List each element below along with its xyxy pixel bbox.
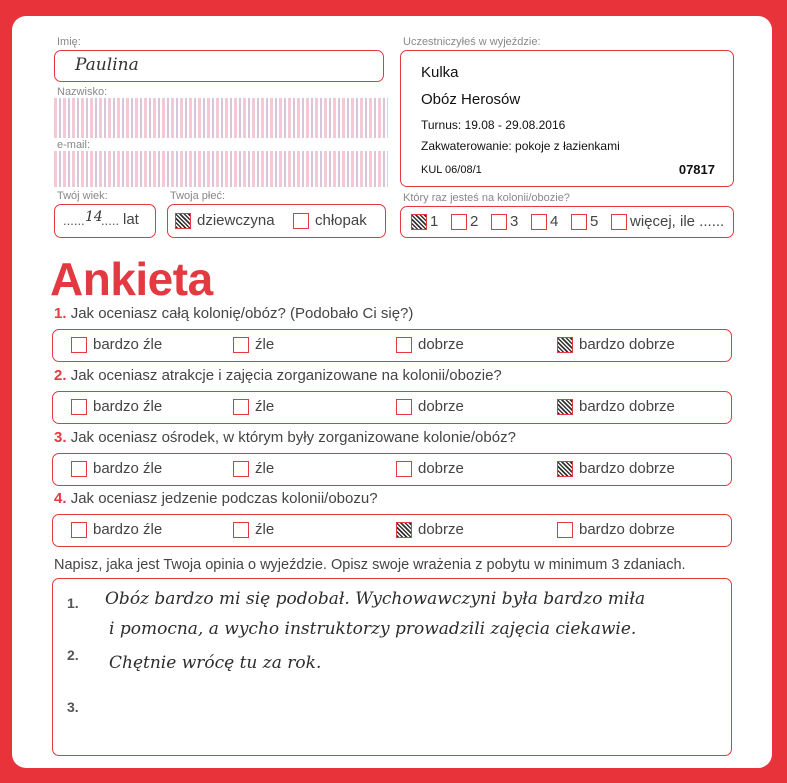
ktory-raz-option-2[interactable]: 2 (451, 213, 478, 230)
ktory-raz-option-3[interactable]: 3 (491, 213, 518, 230)
option-checkbox[interactable] (557, 337, 573, 353)
uczestnik-line2: Obóz Herosów (421, 91, 521, 108)
ktory-raz-option-4[interactable]: 4 (531, 213, 558, 230)
question-2-options (52, 391, 732, 424)
question-number: 1. (54, 305, 67, 322)
question-1-text (54, 305, 413, 322)
line-number-3: 3. (67, 699, 79, 715)
line-number-1: 1. (67, 595, 79, 611)
question-label: Jak oceniasz całą kolonię/obóz? (Podobało Ci się?) (70, 305, 414, 322)
email-redacted (54, 151, 388, 187)
question-2-option[interactable] (396, 398, 464, 415)
question-3-option[interactable] (557, 460, 675, 477)
question-4-option[interactable] (557, 521, 675, 538)
handwriting-line-3: Chętnie wrócę tu za rok. (109, 653, 322, 673)
option-checkbox[interactable] (233, 337, 249, 353)
uczestnik-label: Uczestniczyłeś w wyjeździe: (403, 36, 541, 48)
kod: KUL 06/08/1 (421, 164, 482, 176)
uczestnik-box (400, 50, 734, 187)
page-title: Ankieta (50, 253, 213, 305)
option-label: źle (255, 460, 275, 477)
question-label: Jak oceniasz ośrodek, w którym były zorganizowane kolonie/obóz? (70, 429, 516, 446)
option-checkbox[interactable] (396, 522, 412, 538)
question-2-option[interactable] (71, 398, 162, 415)
option-checkbox[interactable] (71, 522, 87, 538)
checkbox-5[interactable] (571, 214, 587, 230)
uczestnik-line1: Kulka (421, 64, 459, 81)
option-checkbox[interactable] (396, 399, 412, 415)
zakwaterowanie: Zakwaterowanie: pokoje z łazienkami (421, 139, 620, 153)
option-checkbox[interactable] (71, 399, 87, 415)
turnus: Turnus: 19.08 - 29.08.2016 (421, 118, 566, 132)
option-label: bardzo źle (93, 336, 163, 353)
question-label: Jak oceniasz jedzenie podczas kolonii/obozu? (70, 490, 378, 507)
opinion-field[interactable] (52, 578, 732, 756)
question-3-text (54, 429, 516, 446)
question-1-option[interactable] (396, 336, 464, 353)
plec-option-chlopak[interactable]: chłopak (293, 212, 367, 229)
option-label: bardzo dobrze (579, 398, 675, 415)
question-2-text (54, 367, 502, 384)
option-label: bardzo źle (93, 521, 163, 538)
ktory-raz-group (400, 206, 734, 238)
question-4-option[interactable] (396, 521, 464, 538)
option-checkbox[interactable] (71, 461, 87, 477)
option-checkbox[interactable] (233, 461, 249, 477)
plec-label: Twoja płeć: (170, 190, 226, 202)
option-checkbox[interactable] (233, 522, 249, 538)
ktory-raz-label: Który raz jesteś na kolonii/obozie? (403, 192, 570, 204)
nazwisko-label: Nazwisko: (57, 86, 108, 98)
checkbox-chlopak[interactable] (293, 213, 309, 229)
survey-card (12, 16, 772, 768)
option-label: bardzo źle (93, 460, 163, 477)
checkbox-dziewczyna[interactable] (175, 213, 191, 229)
wiek-field[interactable]: ...... 14 ..... lat (54, 204, 156, 238)
option-label: bardzo źle (93, 398, 163, 415)
question-4-options (52, 514, 732, 547)
imie-value: Paulina (75, 55, 139, 75)
ktory-raz-option-wiecej[interactable]: więcej, ile ...... (611, 213, 724, 230)
question-2-option[interactable] (233, 398, 274, 415)
option-label: dobrze (418, 336, 464, 353)
line-number-2: 2. (67, 647, 79, 663)
option-label: bardzo dobrze (579, 521, 675, 538)
handwriting-line-2: i pomocna, a wycho instruktorzy prowadzili zajęcia ciekawie. (109, 619, 637, 639)
checkbox-4[interactable] (531, 214, 547, 230)
opinion-prompt: Napisz, jaka jest Twoja opinia o wyjeździe. Opisz swoje wrażenia z pobytu w minimum 3 zdaniach. (54, 557, 686, 573)
question-1-option[interactable] (557, 336, 675, 353)
option-checkbox[interactable] (557, 461, 573, 477)
plec-group (167, 204, 386, 238)
option-label: bardzo dobrze (579, 460, 675, 477)
question-4-option[interactable] (71, 521, 162, 538)
option-checkbox[interactable] (557, 399, 573, 415)
ktory-raz-option-1[interactable]: 1 (411, 213, 438, 230)
checkbox-2[interactable] (451, 214, 467, 230)
option-label: dobrze (418, 521, 464, 538)
option-label: bardzo dobrze (579, 336, 675, 353)
question-3-option[interactable] (233, 460, 274, 477)
numer: 07817 (678, 162, 715, 177)
question-1-option[interactable] (233, 336, 274, 353)
nazwisko-redacted (54, 98, 388, 138)
checkbox-wiecej[interactable] (611, 214, 627, 230)
option-checkbox[interactable] (396, 461, 412, 477)
option-label: dobrze (418, 460, 464, 477)
question-3-option[interactable] (396, 460, 464, 477)
question-3-option[interactable] (71, 460, 162, 477)
option-label: źle (255, 336, 275, 353)
option-checkbox[interactable] (71, 337, 87, 353)
option-checkbox[interactable] (233, 399, 249, 415)
handwriting-line-1: Obóz bardzo mi się podobał. Wychowawczyni była bardzo miła (105, 589, 646, 609)
checkbox-1[interactable] (411, 214, 427, 230)
checkbox-3[interactable] (491, 214, 507, 230)
wiek-label: Twój wiek: (57, 190, 108, 202)
option-label: dobrze (418, 398, 464, 415)
ktory-raz-option-5[interactable]: 5 (571, 213, 598, 230)
option-label: źle (255, 521, 275, 538)
question-1-options (52, 329, 732, 362)
question-4-text (54, 490, 378, 507)
wiek-suffix: lat (123, 211, 139, 228)
option-label: źle (255, 398, 275, 415)
option-checkbox[interactable] (557, 522, 573, 538)
question-label: Jak oceniasz atrakcje i zajęcia zorganizowane na kolonii/obozie? (70, 367, 502, 384)
question-number: 3. (54, 429, 67, 446)
question-4-option[interactable] (233, 521, 274, 538)
question-number: 4. (54, 490, 67, 507)
email-label: e-mail: (57, 139, 91, 151)
option-checkbox[interactable] (396, 337, 412, 353)
imie-field[interactable] (54, 50, 384, 82)
imie-label: Imię: (57, 36, 81, 48)
question-3-options (52, 453, 732, 486)
question-number: 2. (54, 367, 67, 384)
plec-option-dziewczyna[interactable]: dziewczyna (175, 212, 275, 229)
question-1-option[interactable] (71, 336, 162, 353)
wiek-value: 14 (85, 209, 103, 225)
question-2-option[interactable] (557, 398, 675, 415)
